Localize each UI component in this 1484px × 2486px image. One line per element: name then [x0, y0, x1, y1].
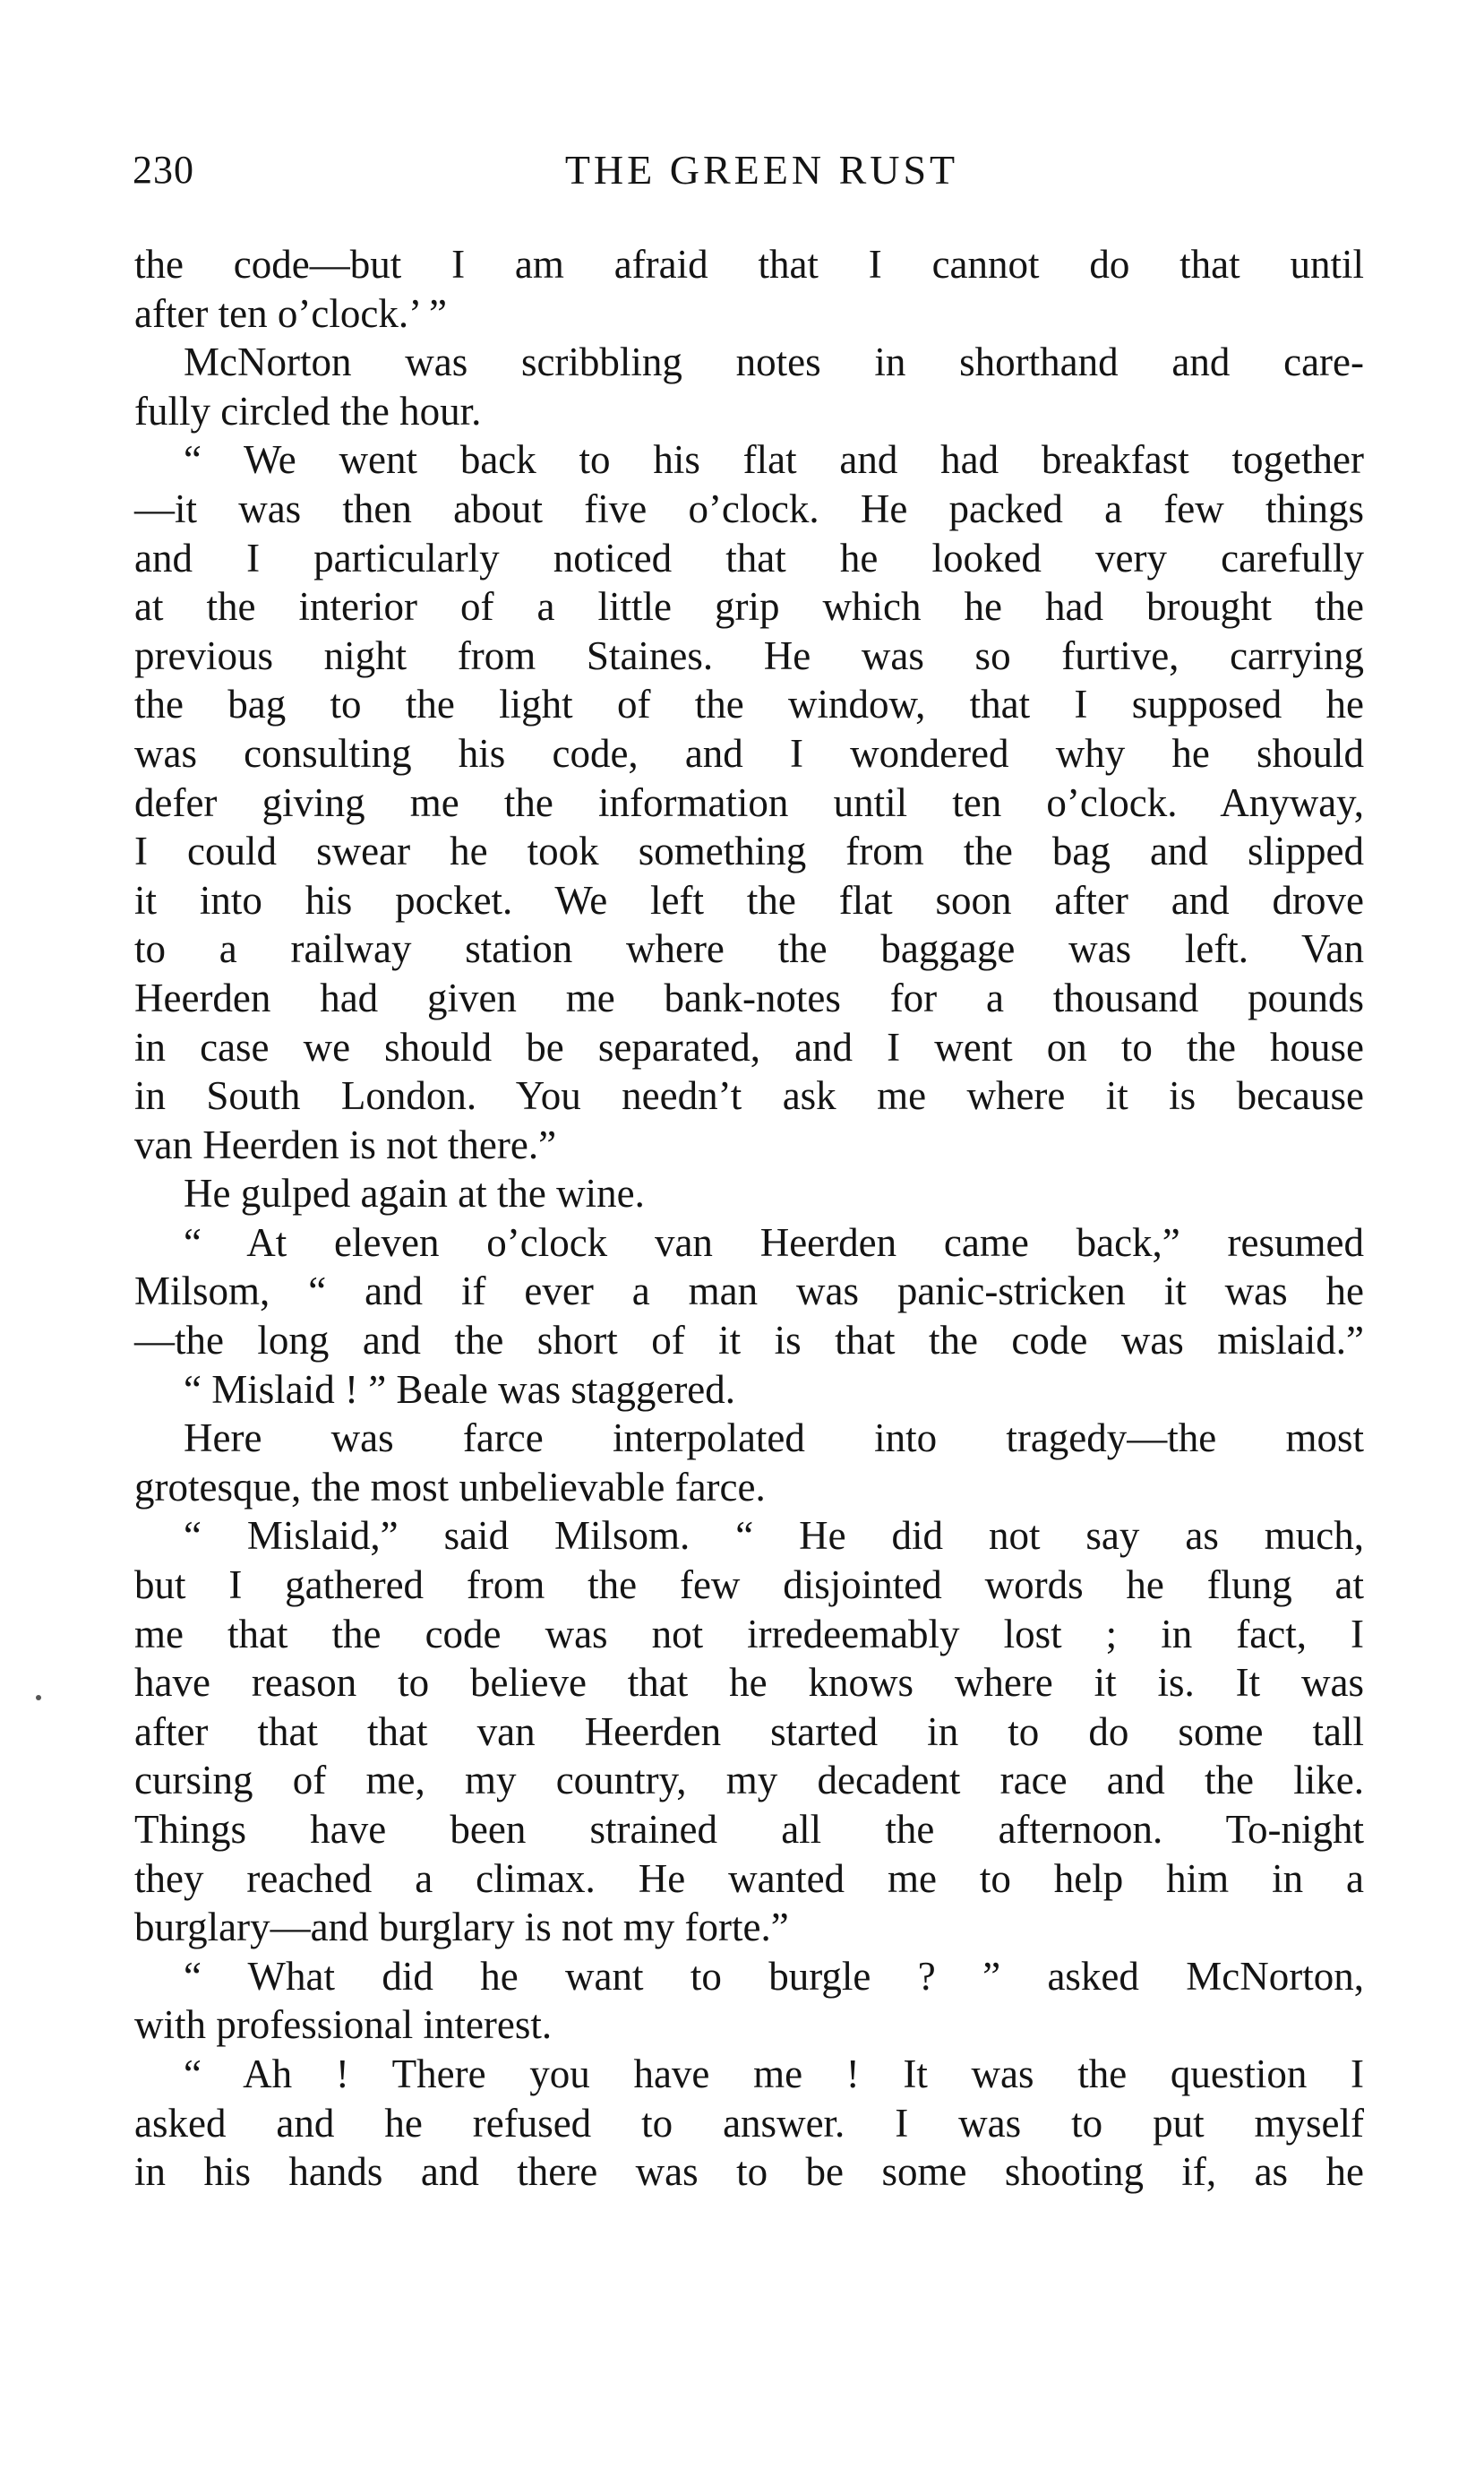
text-line: in case we should be separated, and I went on to the house — [134, 1024, 1364, 1070]
text-line: burglary—and burglary is not my forte.” — [134, 1905, 789, 1950]
text-line: —the long and the short of it is that the code was mislaid.” — [134, 1318, 1364, 1363]
text-line: in South London. You needn’t ask me where it is because — [134, 1073, 1364, 1119]
text-line: they reached a climax. He wanted me to help him in a — [134, 1855, 1364, 1901]
text-line: “ At eleven o’clock van Heerden came back,” resumed — [184, 1219, 1364, 1265]
text-line: “ Ah ! There you have me ! It was the question I — [184, 2051, 1364, 2096]
text-line: asked and he refused to answer. I was to put myself — [134, 2100, 1364, 2146]
text-line: with professional interest. — [134, 2002, 553, 2048]
text-line: “ Mislaid,” said Milsom. “ He did not say as much, — [184, 1513, 1364, 1559]
text-line: but I gathered from the few disjointed words he flung at — [134, 1562, 1364, 1608]
text-line: in his hands and there was to be some shooting if, as he — [134, 2149, 1364, 2195]
text-line: “ We went back to his flat and had breakfast together — [184, 437, 1364, 483]
text-line: after that that van Heerden started in to do some tall — [134, 1708, 1364, 1754]
text-line: “ What did he want to burgle ? ” asked McNorton, — [184, 1953, 1364, 1999]
text-line: at the interior of a little grip which he had brought the — [134, 584, 1364, 630]
text-line: Things have been strained all the afternoon. To-night — [134, 1807, 1364, 1852]
text-line: —it was then about five o’clock. He packed a few things — [134, 486, 1364, 531]
running-head — [133, 143, 1364, 197]
stray-ink-dot — [36, 1695, 41, 1700]
text-line: I could swear he took something from the bag and slipped — [134, 829, 1364, 874]
text-line: Heerden had given me bank-notes for a thousand pounds — [134, 975, 1364, 1020]
text-line: He gulped again at the wine. — [184, 1171, 645, 1217]
body-text — [134, 240, 1364, 2197]
text-line: the code—but I am afraid that I cannot do that until — [134, 242, 1364, 287]
text-line: it into his pocket. We left the flat soon after and drove — [134, 877, 1364, 923]
running-title: THE GREEN RUST — [564, 147, 959, 193]
text-line: and I particularly noticed that he looked very carefully — [134, 535, 1364, 581]
text-line: Here was farce interpolated into tragedy—the most — [184, 1415, 1364, 1461]
text-line: Milsom, “ and if ever a man was panic-stricken it was he — [134, 1269, 1364, 1314]
text-line: previous night from Staines. He was so furtive, carrying — [134, 632, 1364, 678]
text-line: “ Mislaid ! ” Beale was staggered. — [184, 1366, 736, 1412]
text-line: grotesque, the most unbelievable farce. — [134, 1464, 766, 1510]
text-line: cursing of me, my country, my decadent race and the like. — [134, 1758, 1364, 1803]
page-number: 230 — [133, 148, 194, 192]
text-line: defer giving me the information until ten o’clock. Anyway, — [134, 779, 1364, 825]
text-line: the bag to the light of the window, that I supposed he — [134, 682, 1364, 727]
text-line: have reason to believe that he knows where it is. It was — [134, 1660, 1364, 1706]
text-line: after ten o’clock.’ ” — [134, 290, 447, 336]
text-line: McNorton was scribbling notes in shorthand and care- — [184, 340, 1364, 385]
text-line: fully circled the hour. — [134, 388, 482, 434]
text-line: to a railway station where the baggage was left. Van — [134, 926, 1364, 972]
text-line: was consulting his code, and I wondered why he should — [134, 730, 1364, 776]
text-line: me that the code was not irredeemably lost ; in fact, I — [134, 1611, 1364, 1656]
text-line: van Heerden is not there.” — [134, 1122, 557, 1167]
